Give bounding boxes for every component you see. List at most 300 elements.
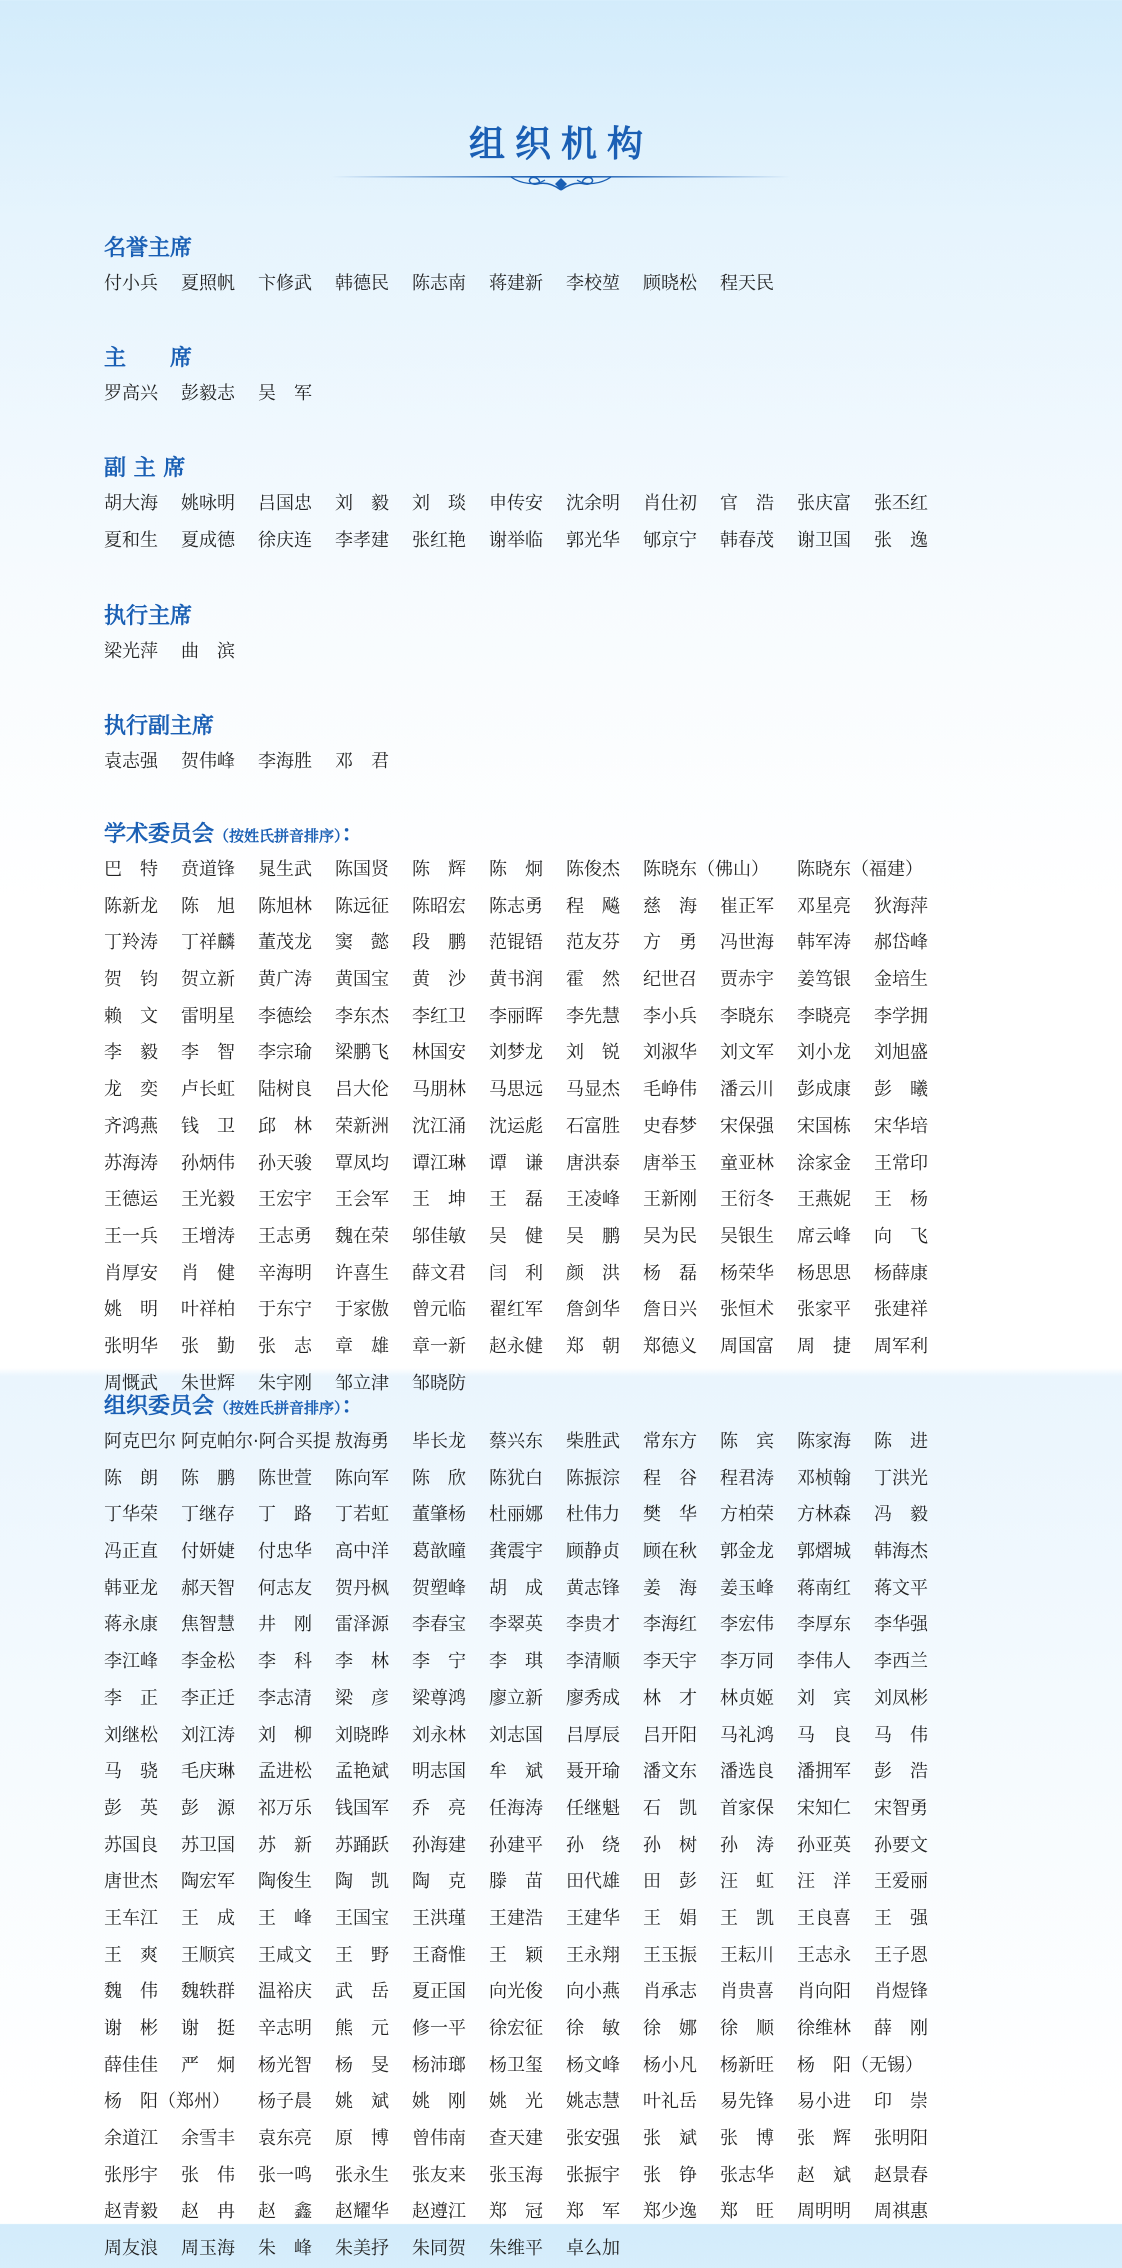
section-title-text: 副 主 席: [104, 456, 186, 481]
member-name: 陈向军: [335, 1467, 389, 1489]
member-name: 钱国军: [335, 1797, 389, 1819]
member-name: 廖秀成: [566, 1687, 620, 1709]
member-name: 慈 海: [643, 895, 697, 917]
member-name: 冯世海: [720, 932, 774, 954]
member-name: 周明明: [797, 2201, 851, 2223]
member-name: 童亚林: [720, 1152, 774, 1174]
member-name: 吴 健: [489, 1225, 543, 1247]
member-name: 颜 洪: [566, 1262, 620, 1284]
member-name: 李学拥: [874, 1005, 928, 1027]
member-name: 王顺宾: [181, 1944, 235, 1966]
member-name: 曾伟南: [412, 2128, 466, 2150]
section-title: [104, 710, 1024, 744]
member-list: [104, 852, 1024, 1402]
member-name: 陈晓东（福建）: [797, 859, 923, 880]
section-3: [104, 600, 1024, 671]
member-name: 张 伟: [181, 2164, 235, 2186]
member-name: 李宏伟: [720, 1614, 774, 1636]
member-name: 贺伟峰: [181, 751, 235, 772]
member-name: 梁鹏飞: [335, 1042, 389, 1064]
member-name: 卓么加: [566, 2238, 620, 2260]
member-name: 王 成: [181, 1907, 235, 1929]
member-name: 王 凯: [720, 1907, 774, 1929]
member-name: 王一兵: [104, 1225, 158, 1247]
member-name: 李小兵: [643, 1005, 697, 1027]
member-name: 王 杨: [874, 1189, 928, 1211]
member-name: 彭 曦: [874, 1079, 928, 1101]
member-name: 祁万乐: [258, 1797, 312, 1819]
member-name: 李 林: [335, 1651, 389, 1673]
member-list: [104, 634, 1024, 671]
member-name: 刘志国: [489, 1724, 543, 1746]
member-name: 姚 光: [489, 2091, 543, 2113]
member-name: 张振宇: [566, 2164, 620, 2186]
member-name: 余道江: [104, 2128, 158, 2150]
member-name: 吕国忠: [258, 493, 312, 514]
member-name: 蔡兴东: [489, 1431, 543, 1452]
member-name: 李 琪: [489, 1651, 543, 1673]
member-name: 王咸文: [258, 1944, 312, 1966]
member-name: 樊 华: [643, 1504, 697, 1526]
member-name: 魏 伟: [104, 1981, 158, 2003]
member-name: 李 科: [258, 1651, 312, 1673]
member-name: 丁继存: [181, 1504, 235, 1526]
member-name: 印 崇: [874, 2091, 928, 2113]
member-name: 覃凤均: [335, 1152, 389, 1174]
member-name: 卞修武: [258, 273, 312, 294]
member-name: 蒋建新: [489, 273, 543, 294]
member-name: 巴 特: [104, 859, 158, 880]
member-name: 王国宝: [335, 1907, 389, 1929]
member-name: 苏海涛: [104, 1152, 158, 1174]
member-name: 李 宁: [412, 1651, 466, 1673]
member-name: 李西兰: [874, 1651, 928, 1673]
member-name: 苏 新: [258, 1834, 312, 1856]
member-name: 孟艳斌: [335, 1761, 389, 1783]
member-name: 王爱丽: [874, 1871, 928, 1893]
member-name: 肖向阳: [797, 1981, 851, 2003]
member-name: 刘 宾: [797, 1687, 851, 1709]
member-name: 张恒术: [720, 1299, 774, 1321]
member-name: 徐庆连: [258, 529, 312, 551]
member-name: 苏国良: [104, 1834, 158, 1856]
member-name: 杨薛康: [874, 1262, 928, 1284]
member-name: 官 浩: [720, 493, 774, 514]
member-name: 朱维平: [489, 2238, 543, 2260]
member-name: 于家傲: [335, 1299, 389, 1321]
member-name: 李丽晖: [489, 1005, 543, 1027]
member-name: 周军利: [874, 1335, 928, 1357]
member-name: 李 智: [181, 1042, 235, 1064]
member-name: 贲道锋: [181, 859, 235, 880]
member-name: 申传安: [489, 493, 543, 514]
member-name: 杨思思: [797, 1262, 851, 1284]
member-name: 辛海明: [258, 1262, 312, 1284]
member-name: 纪世召: [643, 969, 697, 991]
member-name: 章 雄: [335, 1335, 389, 1357]
member-name: 许喜生: [335, 1262, 389, 1284]
member-name: 齐鸿燕: [104, 1115, 158, 1137]
member-name: 陈旭林: [258, 895, 312, 917]
member-name: 潘云川: [720, 1079, 774, 1101]
member-name: 杨荣华: [720, 1262, 774, 1284]
member-name: 郑 朝: [566, 1335, 620, 1357]
member-name: 徐维林: [797, 2018, 851, 2039]
member-name: 孙天骏: [258, 1152, 312, 1174]
member-name: 王 爽: [104, 1944, 158, 1966]
member-name: 滕 苗: [489, 1871, 543, 1893]
member-name: 梁光萍: [104, 641, 158, 662]
member-name: 吕开阳: [643, 1724, 697, 1746]
member-name: 杨沛瑯: [412, 2054, 466, 2076]
member-list: [104, 266, 1024, 303]
member-name: 范锟铻: [489, 932, 543, 954]
member-name: 赵永健: [489, 1335, 543, 1357]
member-name: 王 坤: [412, 1189, 466, 1211]
member-name: 闫 利: [489, 1262, 543, 1284]
member-name: 王车江: [104, 1907, 158, 1929]
member-name: 陈晓东（佛山）: [643, 859, 769, 880]
member-name: 王建浩: [489, 1907, 543, 1929]
member-name: 周国富: [720, 1335, 774, 1357]
member-name: 姚 斌: [335, 2091, 389, 2113]
member-name: 卢长虹: [181, 1079, 235, 1101]
member-name: 陈家海: [797, 1431, 851, 1452]
member-name: 王增涛: [181, 1225, 235, 1247]
member-name: 李厚东: [797, 1614, 851, 1636]
member-name: 王 峰: [258, 1907, 312, 1929]
member-name: 彭成康: [797, 1079, 851, 1101]
member-name: 杨文峰: [566, 2054, 620, 2076]
member-name: 谢举临: [489, 529, 543, 551]
member-name: 焦智慧: [181, 1614, 235, 1636]
member-name: 阿克帕尔·阿合买提: [181, 1431, 331, 1452]
member-name: 王会军: [335, 1189, 389, 1211]
member-name: 张丕红: [874, 493, 928, 514]
member-name: 林贞姬: [720, 1687, 774, 1709]
member-name: 胡 成: [489, 1577, 543, 1599]
member-name: 程天民: [720, 273, 774, 294]
member-name: 宋保强: [720, 1115, 774, 1137]
member-name: 徐 顺: [720, 2018, 774, 2039]
member-name: 宋华培: [874, 1115, 928, 1137]
member-name: 刘 琰: [412, 493, 466, 514]
member-name: 孙建平: [489, 1834, 543, 1856]
section-1: [104, 342, 1024, 413]
member-name: 韩德民: [335, 273, 389, 294]
member-name: 柴胜武: [566, 1431, 620, 1452]
member-name: 杨子晨: [258, 2091, 312, 2113]
member-list: [104, 486, 1024, 559]
member-name: 刘文军: [720, 1042, 774, 1064]
member-name: 丁祥麟: [181, 932, 235, 954]
member-name: 冯正直: [104, 1541, 158, 1563]
member-name: 石 凯: [643, 1797, 697, 1819]
member-name: 苏踊跃: [335, 1834, 389, 1856]
member-name: 李 正: [104, 1687, 158, 1709]
member-name: 雷泽源: [335, 1614, 389, 1636]
member-name: 杨 阳（郑州）: [104, 2091, 230, 2113]
member-name: 宋国栋: [797, 1115, 851, 1137]
member-name: 张 勤: [181, 1335, 235, 1357]
member-name: 向光俊: [489, 1981, 543, 2003]
member-name: 彭 英: [104, 1797, 158, 1819]
member-name: 贺 钧: [104, 969, 158, 991]
member-name: 赵青毅: [104, 2201, 158, 2223]
member-name: 李海红: [643, 1614, 697, 1636]
member-name: 陈远征: [335, 895, 389, 917]
member-name: 刘 毅: [335, 493, 389, 514]
member-name: 范友芬: [566, 932, 620, 954]
member-name: 李东杰: [335, 1005, 389, 1027]
member-name: 丁羚涛: [104, 932, 158, 954]
member-name: 罗高兴: [104, 383, 158, 404]
member-name: 贺立新: [181, 969, 235, 991]
member-name: 邓星亮: [797, 895, 851, 917]
section-sort-note: （按姓氏拼音排序）: [214, 1399, 342, 1417]
member-name: 杨卫玺: [489, 2054, 543, 2076]
member-name: 孙炳伟: [181, 1152, 235, 1174]
member-name: 邓桢翰: [797, 1467, 851, 1489]
member-name: 张友来: [412, 2164, 466, 2186]
section-title-text: 学术委员会: [104, 822, 215, 847]
member-name: 夏成德: [181, 529, 235, 551]
member-name: 张 博: [720, 2128, 774, 2150]
member-name: 牟 斌: [489, 1761, 543, 1783]
member-name: 邬佳敏: [412, 1225, 466, 1247]
member-name: 李宗瑜: [258, 1042, 312, 1064]
member-name: 陈 辉: [412, 859, 466, 880]
section-6: [104, 1390, 1024, 2268]
member-name: 章一新: [412, 1335, 466, 1357]
member-name: 王德运: [104, 1189, 158, 1211]
member-name: 谢卫国: [797, 529, 851, 551]
member-name: 周慨武: [104, 1372, 158, 1394]
member-name: 蒋文平: [874, 1577, 928, 1599]
member-name: 魏轶群: [181, 1981, 235, 2003]
member-name: 吕厚辰: [566, 1724, 620, 1746]
member-name: 徐宏征: [489, 2018, 543, 2039]
member-name: 马朋林: [412, 1079, 466, 1101]
member-name: 林 才: [643, 1687, 697, 1709]
section-title: [104, 452, 1024, 486]
member-name: 涂家金: [797, 1152, 851, 1174]
member-name: 唐世杰: [104, 1871, 158, 1893]
member-name: 孙 涛: [720, 1834, 774, 1856]
member-name: 张 志: [258, 1335, 312, 1357]
member-name: 陆树良: [258, 1079, 312, 1101]
member-name: 窦 懿: [335, 932, 389, 954]
member-name: 王建华: [566, 1907, 620, 1929]
member-name: 马 伟: [874, 1724, 928, 1746]
member-name: 赵 鑫: [258, 2201, 312, 2223]
member-name: 吴为民: [643, 1225, 697, 1247]
member-name: 方 勇: [643, 932, 697, 954]
member-name: 陶 克: [412, 1871, 466, 1893]
member-name: 陈 欣: [412, 1467, 466, 1489]
member-name: 陈犹白: [489, 1467, 543, 1489]
member-list: [104, 744, 1024, 781]
member-name: 李海胜: [258, 751, 312, 772]
title-ornament-divider: [331, 168, 791, 194]
member-name: 李 毅: [104, 1042, 158, 1064]
member-name: 首家保: [720, 1797, 774, 1819]
member-name: 任继魁: [566, 1797, 620, 1819]
member-name: 刘凤彬: [874, 1687, 928, 1709]
member-name: 李华强: [874, 1614, 928, 1636]
member-name: 段 鹏: [412, 932, 466, 954]
member-name: 李正迁: [181, 1687, 235, 1709]
member-name: 张 斌: [643, 2128, 697, 2150]
member-name: 张建祥: [874, 1299, 928, 1321]
member-name: 廖立新: [489, 1687, 543, 1709]
member-name: 林国安: [412, 1042, 466, 1064]
member-name: 王衍冬: [720, 1189, 774, 1211]
member-name: 徐 娜: [643, 2018, 697, 2039]
section-title-text: 执行副主席: [104, 714, 215, 739]
member-name: 黄国宝: [335, 969, 389, 991]
member-name: 王永翔: [566, 1944, 620, 1966]
member-name: 薛佳佳: [104, 2054, 158, 2076]
member-name: 葛歆曈: [412, 1541, 466, 1563]
member-name: 姜笃银: [797, 969, 851, 991]
member-name: 刘永林: [412, 1724, 466, 1746]
member-name: 荣新洲: [335, 1115, 389, 1137]
member-name: 彭 浩: [874, 1761, 928, 1783]
member-name: 修一平: [412, 2018, 466, 2039]
member-name: 沈江涌: [412, 1115, 466, 1137]
member-name: 杨 旻: [335, 2054, 389, 2076]
member-name: 刘继松: [104, 1724, 158, 1746]
member-name: 阿克巴尔: [104, 1431, 176, 1452]
member-name: 陈世萱: [258, 1467, 312, 1489]
member-name: 付小兵: [104, 273, 158, 294]
member-name: 杨新旺: [720, 2054, 774, 2076]
member-name: 顾在秋: [643, 1541, 697, 1563]
member-name: 谭江琳: [412, 1152, 466, 1174]
member-name: 赖 文: [104, 1005, 158, 1027]
member-name: 何志友: [258, 1577, 312, 1599]
member-name: 霍 然: [566, 969, 620, 991]
section-title-text: 执行主席: [104, 604, 193, 629]
member-name: 潘选良: [720, 1761, 774, 1783]
member-name: 孙要文: [874, 1834, 928, 1856]
member-name: 姚志慧: [566, 2091, 620, 2113]
member-name: 张家平: [797, 1299, 851, 1321]
member-name: 朱宇刚: [258, 1372, 312, 1394]
member-name: 吕大伦: [335, 1079, 389, 1101]
section-title: [104, 1390, 1024, 1424]
member-name: 狄海萍: [874, 895, 928, 917]
member-name: 吴 鹏: [566, 1225, 620, 1247]
member-name: 王 磊: [489, 1189, 543, 1211]
member-name: 胡大海: [104, 493, 158, 514]
member-name: 王志勇: [258, 1225, 312, 1247]
member-name: 龚震宇: [489, 1541, 543, 1563]
member-name: 李志清: [258, 1687, 312, 1709]
member-name: 付忠华: [258, 1541, 312, 1563]
member-name: 李孝建: [335, 529, 389, 551]
member-name: 郑 冠: [489, 2201, 543, 2223]
member-name: 姚 明: [104, 1299, 158, 1321]
member-name: 沈运彪: [489, 1115, 543, 1137]
member-name: 顾晓松: [643, 273, 697, 294]
member-name: 陶宏军: [181, 1871, 235, 1893]
member-name: 于东宁: [258, 1299, 312, 1321]
member-name: 邹晓防: [412, 1372, 466, 1394]
member-name: 付妍婕: [181, 1541, 235, 1563]
member-name: 詹日兴: [643, 1299, 697, 1321]
member-name: 邹立津: [335, 1372, 389, 1394]
member-name: 程 飚: [566, 895, 620, 917]
member-name: 查天建: [489, 2128, 543, 2150]
member-name: 肖厚安: [104, 1262, 158, 1284]
member-name: 韩春茂: [720, 529, 774, 551]
member-name: 雷明星: [181, 1005, 235, 1027]
member-name: 杨 阳（无锡）: [797, 2054, 923, 2076]
member-name: 李江峰: [104, 1651, 158, 1673]
member-name: 晁生武: [258, 859, 312, 880]
member-name: 贺塑峰: [412, 1577, 466, 1599]
member-name: 张玉海: [489, 2164, 543, 2186]
member-name: 谭 谦: [489, 1152, 543, 1174]
member-name: 刘旭盛: [874, 1042, 928, 1064]
member-name: 聂开瑜: [566, 1761, 620, 1783]
member-name: 李天宇: [643, 1651, 697, 1673]
member-name: 郭熠城: [797, 1541, 851, 1563]
member-name: 李伟人: [797, 1651, 851, 1673]
member-name: 程 谷: [643, 1467, 697, 1489]
member-name: 李先慧: [566, 1005, 620, 1027]
member-name: 高中洋: [335, 1541, 389, 1563]
member-name: 叶礼岳: [643, 2091, 697, 2113]
section-title-text: 组织委员会: [104, 1394, 215, 1419]
member-name: 王燕妮: [797, 1189, 851, 1211]
member-name: 赵景春: [874, 2164, 928, 2186]
member-name: 赵 斌: [797, 2164, 851, 2186]
member-name: 孙亚英: [797, 1834, 851, 1856]
member-name: 王光毅: [181, 1189, 235, 1211]
member-name: 郝天智: [181, 1577, 235, 1599]
member-name: 韩亚龙: [104, 1577, 158, 1599]
member-name: 郇京宁: [643, 529, 697, 551]
member-name: 陈 炯: [489, 859, 543, 880]
member-name: 明志国: [412, 1761, 466, 1783]
member-name: 潘文东: [643, 1761, 697, 1783]
member-name: 朱同贺: [412, 2238, 466, 2260]
member-name: 袁东亮: [258, 2128, 312, 2150]
member-name: 田 彭: [643, 1871, 697, 1893]
member-name: 张红艳: [412, 529, 466, 551]
member-name: 马 良: [797, 1724, 851, 1746]
member-name: 武 岳: [335, 1981, 389, 2003]
section-title: [104, 818, 1024, 852]
member-name: 陶 凯: [335, 1871, 389, 1893]
member-name: 杨光智: [258, 2054, 312, 2076]
member-name: 陈 宾: [720, 1431, 774, 1452]
member-name: 王凌峰: [566, 1189, 620, 1211]
member-name: 向小燕: [566, 1981, 620, 2003]
member-name: 李红卫: [412, 1005, 466, 1027]
member-name: 钱 卫: [181, 1115, 235, 1137]
member-name: 曾元临: [412, 1299, 466, 1321]
member-name: 马思远: [489, 1079, 543, 1101]
section-4: [104, 710, 1024, 781]
member-name: 毛庆琳: [181, 1761, 235, 1783]
member-name: 詹剑华: [566, 1299, 620, 1321]
member-name: 陈 鹏: [181, 1467, 235, 1489]
member-name: 薛文君: [412, 1262, 466, 1284]
